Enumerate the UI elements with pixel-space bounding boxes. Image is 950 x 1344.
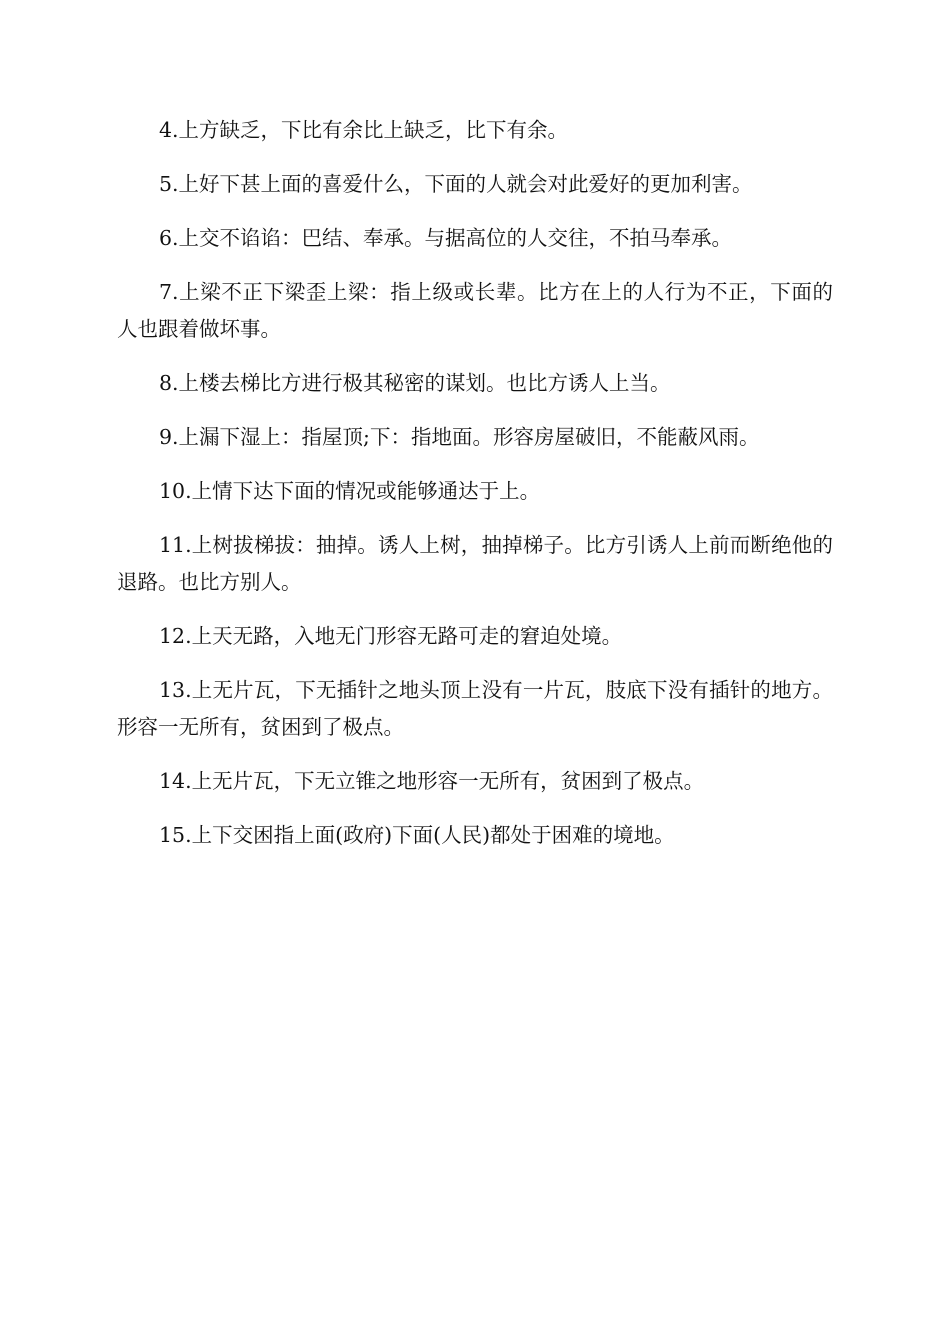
paragraph-5: 5.上好下甚上面的喜爱什么，下面的人就会对此爱好的更加利害。 xyxy=(159,172,753,196)
paragraph-4: 4.上方缺乏，下比有余比上缺乏，比下有余。 xyxy=(159,118,569,142)
paragraph-6: 6.上交不谄谄：巴结、奉承。与据高位的人交往，不拍马奉承。 xyxy=(159,226,733,250)
paragraph-12: 12.上天无路，入地无门形容无路可走的窘迫处境。 xyxy=(159,624,623,648)
paragraph-7: 7.上梁不正下梁歪上梁：指上级或长辈。比方在上的人行为不正，下面的人也跟着做坏事。 xyxy=(117,280,833,341)
paragraph-11: 11.上树拔梯拔：抽掉。诱人上树，抽掉梯子。比方引诱人上前而断绝他的退路。也比方别人。 xyxy=(117,533,833,594)
paragraph-9: 9.上漏下湿上：指屋顶;下：指地面。形容房屋破旧，不能蔽风雨。 xyxy=(159,425,760,449)
paragraph-10: 10.上情下达下面的情况或能够通达于上。 xyxy=(159,479,541,503)
paragraph-15: 15.上下交困指上面(政府)下面(人民)都处于困难的境地。 xyxy=(159,823,675,847)
paragraph-14: 14.上无片瓦，下无立锥之地形容一无所有，贫困到了极点。 xyxy=(159,769,705,793)
paragraph-13: 13.上无片瓦，下无插针之地头顶上没有一片瓦，肢底下没有插针的地方。形容一无所有，贫困到了极点。 xyxy=(117,678,833,739)
document-body xyxy=(117,112,833,871)
paragraph-8: 8.上楼去梯比方进行极其秘密的谋划。也比方诱人上当。 xyxy=(159,371,671,395)
